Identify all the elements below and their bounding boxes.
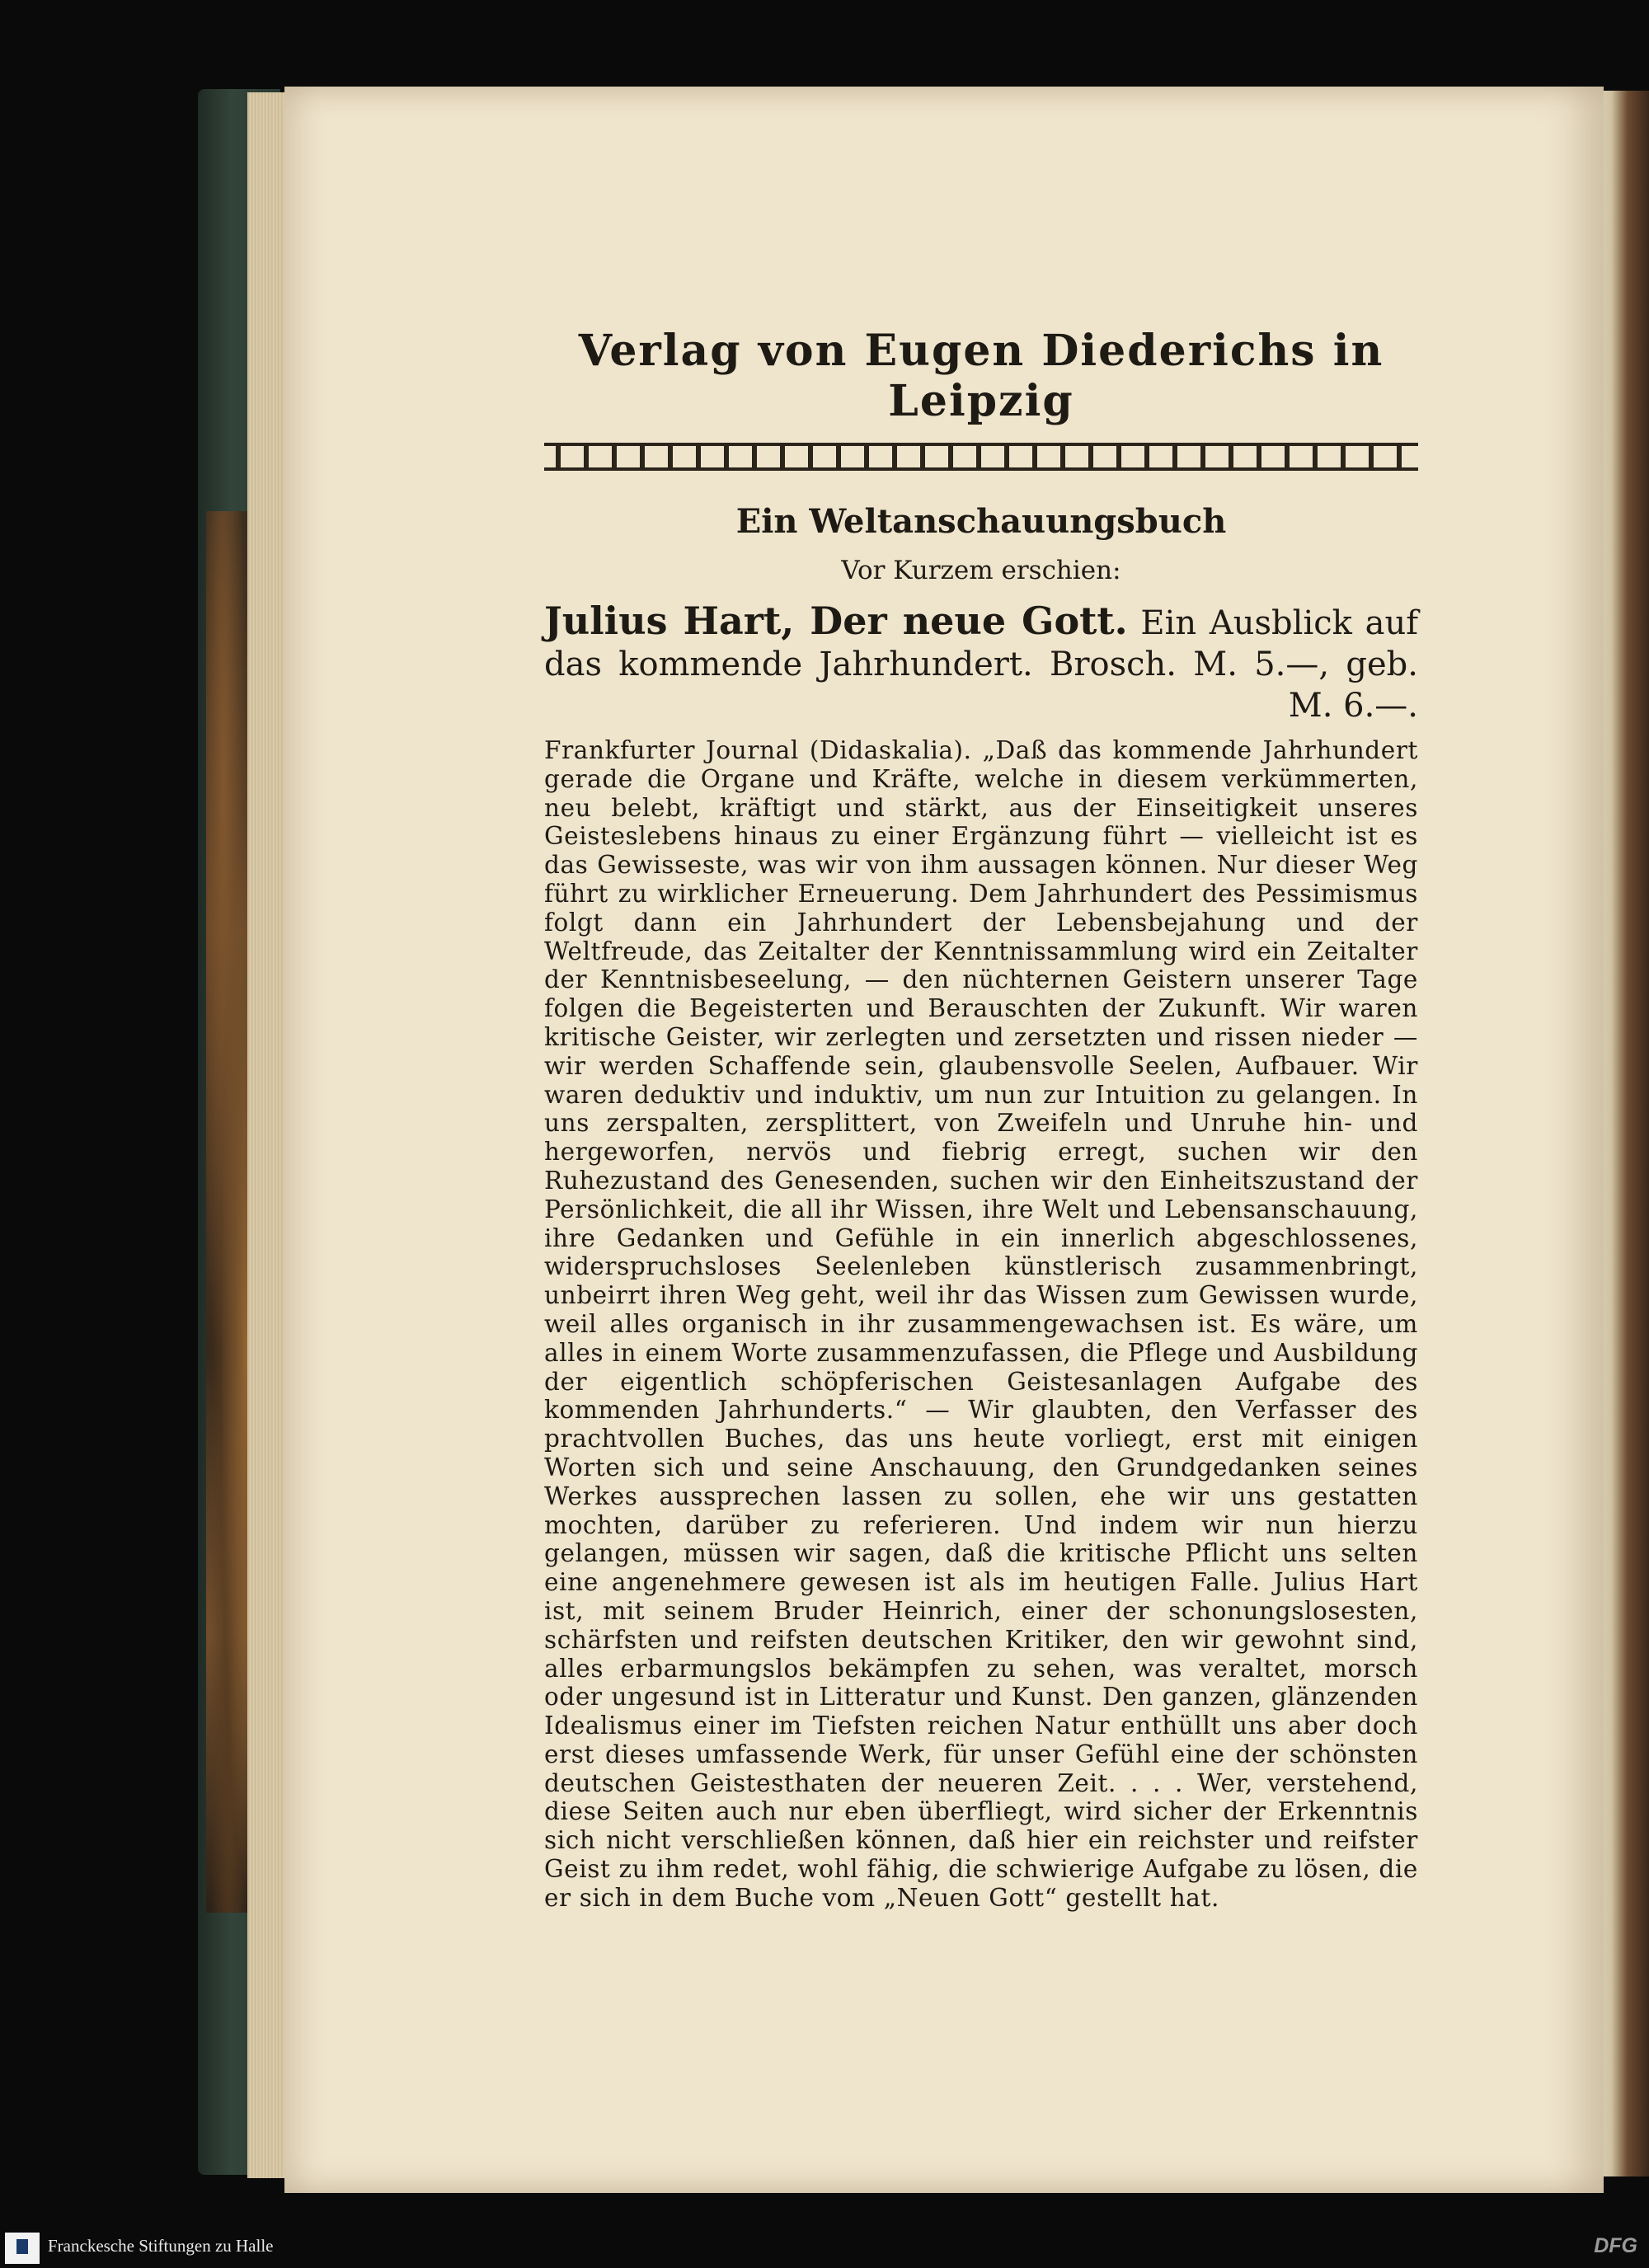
- publisher-heading: Verlag von Eugen Diederichs in Leipzig: [578, 326, 1384, 426]
- subtitle-and-price: Ein Ausblick auf das kommende Jahrhundert. Brosch. M. 5.—, geb. M. 6.—.: [544, 604, 1419, 725]
- institution-name: Franckesche Stiftungen zu Halle: [48, 2236, 274, 2256]
- dfg-logo: DFG: [1594, 2234, 1637, 2257]
- series-title: Ein Weltanschauungsbuch: [735, 502, 1227, 541]
- viewer-footer: [0, 2226, 1649, 2268]
- institution-logo-icon: [5, 2233, 40, 2264]
- review-paragraph: Frankfurter Journal (Didaskalia). „Daß das kommende Jahrhundert gerade die Organe und Kräfte, welche in diesem verkümmerten, neu belebt, kräftigt und stärkt, aus der Einseitigkeit unseres Geisteslebens hinaus zu einer Ergänzung führt — vielleicht ist es das Gewisseste, was wir von ihm aussagen können. Nur dieser Weg führt zu wirklicher Erneuerung. Dem Jahrhundert des Pessimismus folgt dann ein Jahrhundert der Lebensbejahung und der Weltfreude, das Zeitalter der Kenntnissammlung wird ein Zeitalter der Kenntnisbeseelung, — den nüchternen Geistern unserer Tage folgen die Begeisterten und Berauschten der Zukunft. Wir waren kritische Geister, wir zerlegten und zersetzten und rissen nieder — wir werden Schaffende sein, glaubensvolle Seelen, Aufbauer. Wir waren deduktiv und induktiv, um nun zur Intuition zu gelangen. In uns zerspalten, zersplittert, von Zweifeln und Unruhe hin- und hergeworfen, nervös und fiebrig erregt, suchen wir den Ruhezustand des Genesenden, suchen wir den Einheitszustand der Persönlichkeit, die all ihr Wissen, ihre Welt und Lebensanschauung, ihre Gedanken und Gefühle in ein innerlich abgeschlossenes, widerspruchsloses Seelenleben künstlerisch zusammenbringt, unbeirrt ihren Weg geht, weil ihr das Wissen zum Gewissen wurde, weil alles organisch in ihr zusammengewachsen ist. Es wäre, um alles in einem Worte zusammenzufassen, die Pflege und Ausbildung der eigentlich schöpferischen Geistesanlagen Aufgabe des kommenden Jahrhunderts.“ — Wir glaubten, den Verfasser des prachtvollen Buches, das uns heute vorliegt, erst mit einigen Worten sich und seine Anschauung, den Grundgedanken seines Werkes aussprechen lassen zu sollen, ehe wir uns gestatten mochten, darüber zu referieren. Und indem wir nun hierzu gelangen, müssen wir sagen, daß die kritische Pflicht uns selten eine angenehmere gewesen ist als im heutigen Falle. Julius Hart ist, mit seinem Bruder Heinrich, einer der schonungslosesten, schärfsten und reifsten deutschen Kritiker, den wir gewohnt sind, alles erbarmungslos bekämpfen zu sehen, was veraltet, morsch oder ungesund ist in Litteratur und Kunst. Den ganzen, glänzenden Idealismus einer im Tiefsten reichen Natur enthüllt uns aber doch erst dieses umfassende Werk, für unser Gefühl eine der schönsten deutschen Geistesthaten der neueren Zeit. . . . Wer, verstehend, diese Seiten auch nur eben überfliegt, wird sicher der Erkenntnis sich nicht verschließen können, daß hier ein reichster und reifster Geist zu ihm redet, wohl fähig, die schwierige Aufgabe zu lösen, die er sich in dem Buche vom „Neuen Gott“ gestellt hat.: [544, 736, 1418, 1912]
- book-headline: [544, 600, 1418, 726]
- page-content: [544, 326, 1418, 1913]
- ornamental-rule: [544, 443, 1418, 471]
- announcement-line: Vor Kurzem erschien:: [841, 556, 1121, 585]
- author-and-title: Julius Hart, Der neue Gott.: [544, 599, 1128, 643]
